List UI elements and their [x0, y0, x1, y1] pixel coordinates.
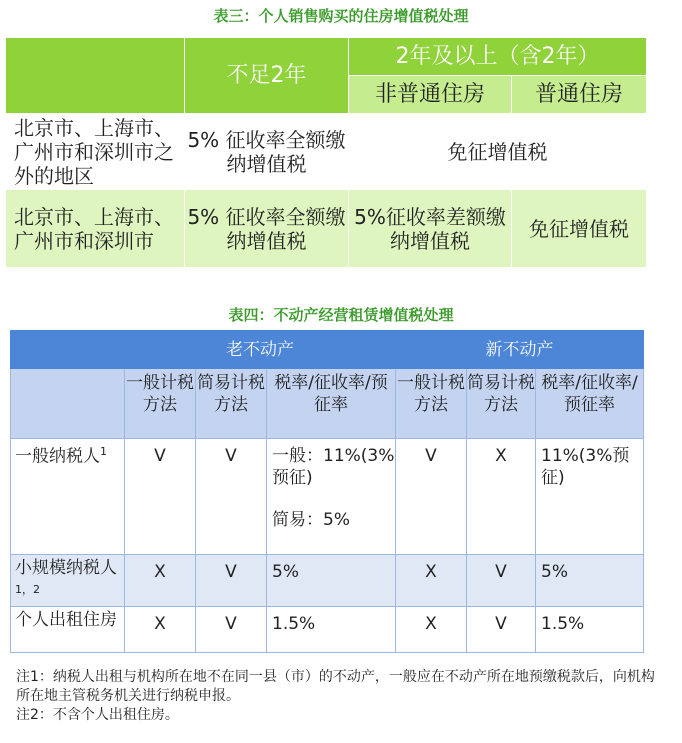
table-row — [11, 606, 644, 652]
footnotes — [16, 668, 656, 725]
table4-cell: V — [196, 439, 267, 555]
table4-rate-simple: 简易：5% — [272, 510, 350, 530]
table4-corner-cell — [11, 331, 125, 369]
table4-cell: V — [467, 606, 536, 652]
footnote-2: 注2：不含个人出租住房。 — [16, 707, 179, 723]
table4-cell: V — [196, 606, 267, 652]
table4-header-new: 新不动产 — [396, 331, 644, 369]
table4-cell: V — [467, 555, 536, 607]
table4-cell: X — [396, 555, 467, 607]
table4-row-label — [11, 555, 125, 607]
table4-row-label-text: 小规模纳税人 — [15, 558, 117, 578]
footnote-1: 注1：纳税人出租与机构所在地不在同一县（市）的不动产，一般应在不动产所在地预缴税款后，向机构所在地主管税务机关进行纳税申报。 — [16, 669, 655, 704]
table4-cell: 1.5% — [267, 606, 396, 652]
table4-cell: X — [125, 606, 196, 652]
table4-header-new-simple: 简易计税方法 — [467, 369, 536, 439]
table3-header-under2: 不足2年 — [185, 38, 349, 114]
table4-row-label-text: 一般纳税人 — [15, 446, 100, 467]
table3-header-non-ordinary: 非普通住房 — [349, 76, 512, 114]
table3-header-over2: 2年及以上（含2年） — [349, 38, 647, 76]
table4-cell: 11%(3%预征) — [536, 439, 644, 555]
table4-row-label: 个人出租住房 — [11, 606, 125, 652]
table4-header-old-rate: 税率/征收率/预征率 — [267, 369, 396, 439]
table4-cell: 1.5% — [536, 606, 644, 652]
table4-cell: X — [467, 439, 536, 555]
table4-header-old: 老不动产 — [125, 331, 396, 369]
table4-cell: X — [125, 555, 196, 607]
footnote-mark: 1 — [100, 445, 107, 458]
table4-header-new-general: 一般计税方法 — [396, 369, 467, 439]
table4-title: 表四：不动产经营租赁增值税处理 — [228, 306, 454, 324]
table4-old-rate-cell — [267, 439, 396, 555]
table4-subheader-corner — [11, 369, 125, 439]
table4-rate-general: 一般：11%(3%预征) — [272, 446, 395, 488]
table4-header-old-simple: 简易计税方法 — [196, 369, 267, 439]
table3-row — [6, 190, 647, 268]
table3-region-cell: 北京市、上海市、广州市和深圳市之外的地区 — [6, 114, 185, 190]
table4-cell: V — [196, 555, 267, 607]
table4-header-old-general: 一般计税方法 — [125, 369, 196, 439]
table4-row-label — [11, 439, 125, 555]
table4-cell: 5% — [267, 555, 396, 607]
table4-cell: 5% — [536, 555, 644, 607]
table3-under2-cell: 5% 征收率全额缴纳增值税 — [185, 114, 349, 190]
table-row — [11, 555, 644, 607]
table3-row — [6, 114, 647, 190]
table3-non-ordinary-cell: 5%征收率差额缴纳增值税 — [349, 190, 512, 268]
table3-housing-sale-vat — [5, 37, 647, 268]
table3-under2-cell: 5% 征收率全额缴纳增值税 — [185, 190, 349, 268]
table4-property-lease-vat — [10, 330, 644, 653]
table3-ordinary-cell: 免征增值税 — [512, 190, 647, 268]
table4-cell: X — [396, 606, 467, 652]
table3-header-ordinary: 普通住房 — [512, 76, 647, 114]
table4-cell: V — [396, 439, 467, 555]
table3-over2-merged-cell: 免征增值税 — [349, 114, 647, 190]
table-row — [11, 439, 644, 555]
table4-header-new-rate: 税率/征收率/预征率 — [536, 369, 644, 439]
table4-cell: V — [125, 439, 196, 555]
table3-corner-cell — [6, 38, 185, 114]
table3-region-cell: 北京市、上海市、广州市和深圳市 — [6, 190, 185, 268]
table3-title: 表三：个人销售购买的住房增值税处理 — [213, 7, 469, 25]
footnote-mark: 1，2 — [15, 583, 40, 596]
